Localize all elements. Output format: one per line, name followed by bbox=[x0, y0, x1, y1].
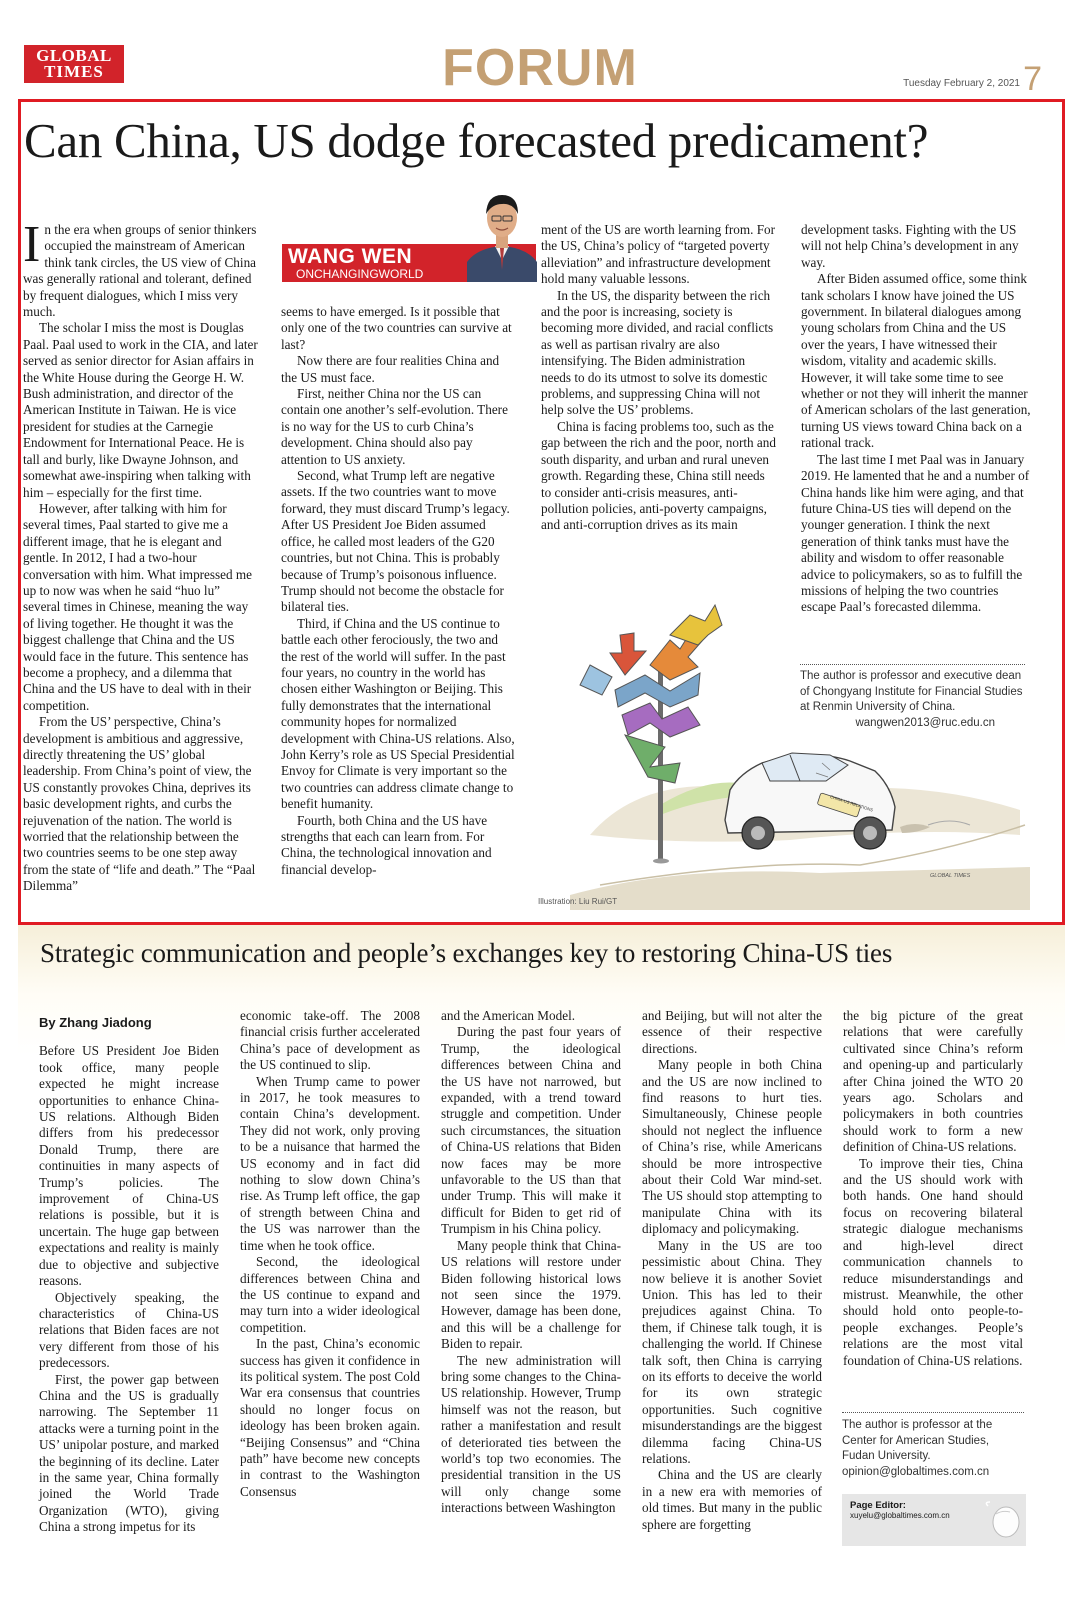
paragraph: and Beijing, but will not alter the essence of their respective directions. bbox=[642, 1008, 822, 1056]
paragraph: Second, what Trump left are negative assets. If the two countries want to move forward, they must discard Trump’s legacy. After US President Joe Biden assumed office, he called most leaders of the G20 countries, but not China. This is probably because of Trump’s poisonous influence. Trump should not become the obstacle for bilateral ties. bbox=[281, 468, 510, 615]
column-byline bbox=[282, 184, 536, 285]
article-column-1 bbox=[23, 216, 259, 895]
paragraph: In the past, China’s economic success has given it confidence in its political system. The post Cold War era consensus that countries should no longer focus on ideology has been broken again. “Beijing Consensus” and “China path” have become new concepts in contrast to the Washington Consensus bbox=[240, 1336, 420, 1499]
paragraph: Objectively speaking, the characteristics of China-US relations that Biden faces are not very different from those of his predecessors. bbox=[39, 1289, 219, 1371]
signpost-illustration bbox=[530, 595, 1030, 910]
paragraph: First, neither China nor the US can contain one another’s self-evolution. There is no way for the US to curb China’s development. China should also pay attention to US anxiety. bbox=[281, 386, 508, 467]
paragraph: Now there are four realities China and the US must face. bbox=[281, 353, 500, 385]
paragraph: economic take-off. The 2008 financial crisis further accelerated China’s pace of development as the US continued to slip. bbox=[240, 1008, 420, 1073]
paragraph: Many people think that China-US relations will restore under Biden following historical lows not seen since the 1979. However, damage has been done, and this will be a challenge for Biden to repair. bbox=[441, 1237, 621, 1352]
second-article-column-1 bbox=[39, 1011, 219, 1536]
paragraph: Many people in both China and the US are now inclined to find reasons to hurt ties. Simultaneously, Chinese people should not neglect the influence of China’s rise, while Americans should be more introspective about their Cold War mind-set. The US should stop attempting to manipulate China with its diplomacy and policymaking. bbox=[642, 1057, 822, 1237]
article-column-4 bbox=[801, 222, 1031, 616]
article-headline: Can China, US dodge forecasted predicament? bbox=[24, 113, 929, 168]
paragraph: China and the US are clearly in a new era with memories of old times. But many in the public sphere are forgetting bbox=[642, 1467, 822, 1532]
paragraph: the big picture of the great relations that were carefully cultivated since China’s reform and opening-up and particularly after China joined the WTO 20 years ago. Scholars and policymakers in both countries should work to form a new definition of China-US relations. bbox=[843, 1008, 1023, 1155]
paragraph: seems to have emerged. Is it possible that only one of the two countries can survive at last? bbox=[281, 304, 512, 352]
paragraph: The scholar I miss the most is Douglas Paal. Paal used to work in the CIA, and later served as senior director for Asian affairs in the White House during the George H. W. Bush administration, and director of the American Institute in Taiwan. He is vice president for studies at the Carnegie Endowment for International Peace. He is tall and burly, like Dwayne Johnson, and somewhat awe-inspiring when talking with him – especially for the first time. bbox=[23, 320, 258, 500]
author-bio: The author is professor and executive dean of Chongyang Institute for Financial Studies at Renmin University of China. bbox=[800, 670, 1023, 713]
second-article-byline: By Zhang Jiadong bbox=[39, 1015, 152, 1030]
paragraph: China is facing problems too, such as the gap between the rich and the poor, north and south disparity, and urban and rural uneven growth. Regarding these, China still needs to consider anti-crisis measures, anti-pollution policies, anti-poverty campaigns, and anti-corruption drives as its main bbox=[541, 418, 776, 533]
paragraph: When Trump came to power in 2017, he took measures to contain China’s development. They did not work, only proving to be a nuisance that harmed the US economy and in fact did nothing to slow down China’s rise. As Trump left office, the gap of strength between China and the US was narrower than the time when he took office. bbox=[240, 1073, 420, 1253]
paragraph: ment of the US are worth learning from. For the US, China’s policy of “targeted poverty alleviation” and infrastructure development hold many valuable lessons. bbox=[541, 222, 776, 287]
column-subtitle: ONCHANGINGWORLD bbox=[296, 267, 424, 281]
paragraph: Fourth, both China and the US have strengths that each can learn from. For China, the technological innovation and financial develop- bbox=[281, 812, 492, 877]
second-article-headline: Strategic communication and people’s exchanges key to restoring China-US ties bbox=[40, 938, 893, 968]
car-sign: CHINA-US RELATIONS bbox=[829, 793, 874, 813]
second-article-column-3 bbox=[441, 1008, 621, 1517]
page-number: 7 bbox=[1023, 60, 1042, 98]
paragraph: After Biden assumed office, some think tank scholars I know have joined the US government. In bilateral dialogues among young scholars from China and the US over the years, I have witnessed their wisdom, vitality and academic skills. However, it will take some time to see whether or not they will inherit the manner of American scholars of the last generation, turning US views toward China back on a rational track. bbox=[801, 271, 1031, 451]
second-article-column-2 bbox=[240, 1008, 420, 1500]
paragraph: Many in the US are too pessimistic about China. They now believe it is another Soviet Union. This has led to their prejudices against China. To them, if Chinese talk tough, it is challenging the world. If Chinese talk soft, then China is carrying on its efforts to deceive the world for its own strategic opportunities. Such cognitive misunderstandings are the biggest dilemma facing China-US relations. bbox=[642, 1237, 822, 1466]
second-author-note: The author is professor at the Center for American Studies, Fudan University. opinion@globaltimes.com.cn bbox=[842, 1412, 1024, 1480]
author-name: WANG WEN bbox=[288, 245, 413, 268]
paragraph: n the era when groups of senior thinkers occupied the mainstream of American think tank circles, the US view of China was generally rational and tolerant, defined by frequent dialogues, which I miss very much. bbox=[23, 222, 257, 320]
second-article-column-4 bbox=[642, 1008, 822, 1533]
issue-date: Tuesday February 2, 2021 bbox=[903, 78, 1020, 89]
paragraph: and the American Model. bbox=[441, 1008, 576, 1023]
paragraph: Third, if China and the US continue to battle each other ferociously, the two and the rest of the world will suffer. In the past four years, no country in the world has chosen either Washington or Beijing. This fully demonstrates that the international community hopes for normalized development with China-US relations. Also, John Kerry’s role as US Special Presidential Envoy for Climate is very important so the two countries can address climate change to benefit humanity. bbox=[281, 615, 515, 812]
article-column-2 bbox=[281, 304, 517, 878]
paragraph: However, after talking with him for several times, Paal started to give me a different image, that he is elegant and gentle. In 2012, I had a two-hour conversation with him. What impressed me up to now was when he said “huo lu” several times in Chinese, meaning the way of living together. He thought it was the biggest challenge that China and the US would face in the future. This sentence has become a prophecy, and a dilemma that China and the US have to deal with in their competition. bbox=[23, 500, 253, 713]
logo-line-1: GLOBAL bbox=[36, 46, 112, 65]
paragraph: The new administration will bring some changes to the China-US relationship. However, Trump himself was not the reason, but rather a manifestation and result of deteriorated ties between the world’s top two economies. The presidential transition in the US will only change some interactions between Washington bbox=[441, 1352, 621, 1516]
paragraph: Before US President Joe Biden took office, many people expected he might increase opportunities to enhance China-US relations. Although Biden differs from his predecessor Donald Trump, there are continuities in many aspects of Trump’s policies. The improvement of China-US relations is possible, but it is uncertain. The huge gap between expectations and reality is mainly due to objective and subjective reasons. bbox=[39, 1043, 219, 1289]
paragraph: To improve their ties, China and the US should work with both hands. One hand should focus on recovering bilateral strategic dialogue mechanisms and high-level direct communication channels to reduce misunderstandings and mistrust. Meanwhile, the other should hold onto people-to-people exchanges. People’s relations are the most vital foundation of China-US relations. bbox=[843, 1155, 1023, 1368]
paragraph: development tasks. Fighting with the US will not help China’s development in any way. bbox=[801, 222, 1019, 270]
page-editor-label: Page Editor: bbox=[850, 1500, 906, 1511]
logo-line-2: TIMES bbox=[44, 62, 104, 81]
author-portrait bbox=[467, 186, 537, 282]
drop-cap: I bbox=[23, 216, 41, 273]
paragraph: The last time I met Paal was in January 2019. He lamented that he and a number of China hands like him were aging, and that future China-US ties will depend on the younger generation. I think the next generation of think tanks must have the ability and wisdom to offer reasonable advice to policymakers, so as to fulfill the missions of helping the two countries escape Paal’s forecasted dilemma. bbox=[801, 451, 1030, 615]
illustration-credit: Illustration: Liu Rui/GT bbox=[538, 897, 618, 906]
paragraph: In the US, the disparity between the rich and the poor is increasing, society is becoming more divided, and racial conflicts as well as partisan rivalry are also intensifying. The Biden administration needs to do its utmost to solve its domestic problems, and suppressing China will not help solve the US’ problems. bbox=[541, 287, 774, 418]
second-article-column-5 bbox=[843, 1008, 1023, 1369]
page-editor-box bbox=[842, 1494, 1026, 1546]
paragraph: During the past four years of Trump, the ideological differences between China and the US have not narrowed, but expanded, with a trend toward struggle and competition. Under such circumstances, the situation of China-US relations that Biden now faces may be more unfavorable to the US than that under Trump. This will make it difficult for Biden to get rid of Trumpism in his China policy. bbox=[441, 1024, 621, 1237]
section-title: FORUM bbox=[442, 39, 638, 97]
mouse-icon bbox=[982, 1500, 1022, 1538]
paragraph: From the US’ perspective, China’s development is ambitious and aggressive, directly threatening the US’ global leadership. From China’s point of view, the US constantly provokes China, deprives its basic development rights, and curbs the rejuvenation of the nation. The world is worried that the relationship between the two countries seems to be one step away from the state of “life and death.” The “Paal Dilemma” bbox=[23, 714, 256, 894]
paragraph: First, the power gap between China and the US is gradually narrowing. The September 11 attacks were a turning point in the US’ unipolar posture, and marked the beginning of its decline. Later in the same year, China formally joined the World Trade Organization (WTO), giving China a strong impetus for its bbox=[39, 1371, 219, 1535]
article-column-3 bbox=[541, 222, 777, 534]
paragraph: Second, the ideological differences between China and the US continue to expand and may turn into a wider ideological competition. bbox=[240, 1254, 420, 1335]
illustration-signature: GLOBAL TIMES bbox=[930, 873, 971, 879]
page-editor-email: xuyelu@globaltimes.com.cn bbox=[850, 1511, 950, 1520]
author-email: wangwen2013@ruc.edu.cn bbox=[855, 716, 995, 729]
